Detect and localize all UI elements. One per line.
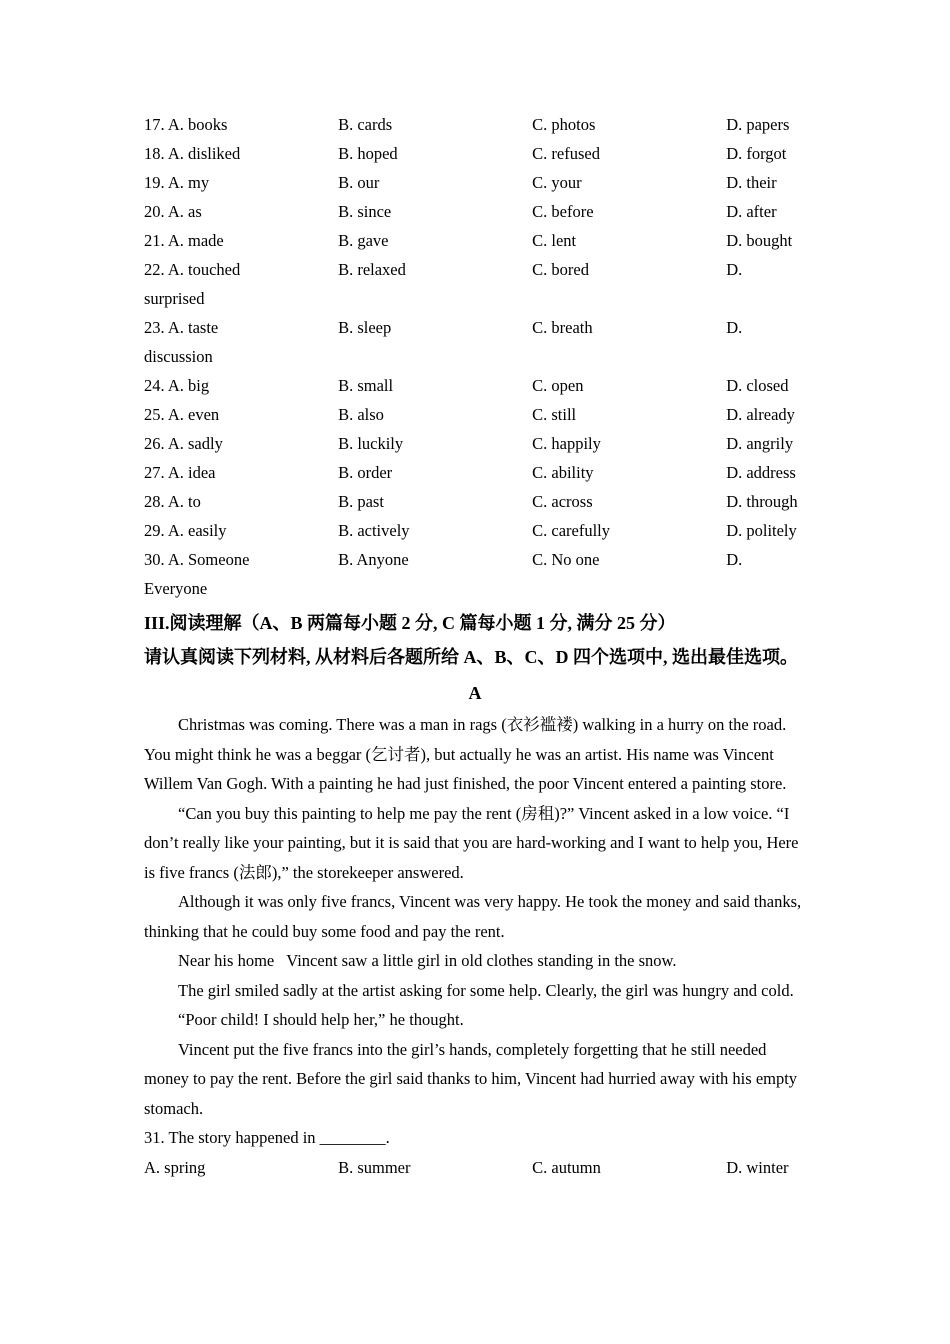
question-stem: 31. The story happened in ________. <box>144 1128 390 1147</box>
option-d-wrapped: surprised <box>144 289 205 308</box>
passage-body <box>144 710 806 1123</box>
option-c: C. open <box>532 376 584 395</box>
option-b: B. luckily <box>338 434 404 453</box>
option-a: 25. A. even <box>144 405 220 424</box>
option-c: C. your <box>532 173 582 192</box>
option-c: C. breath <box>532 318 593 337</box>
option-a: 28. A. to <box>144 492 201 511</box>
option-d: D. their <box>726 173 777 192</box>
option-b: B. past <box>338 492 384 511</box>
option-row <box>144 110 806 139</box>
passage-paragraph: Near his home Vincent saw a little girl in old clothes standing in the snow. <box>178 951 677 970</box>
option-row <box>144 139 806 168</box>
option-b: B. actively <box>338 521 410 540</box>
option-b: B. sleep <box>338 318 392 337</box>
option-c: C. before <box>532 202 594 221</box>
option-d: D. <box>726 550 743 569</box>
option-a: 24. A. big <box>144 376 210 395</box>
option-d: D. politely <box>726 521 797 540</box>
option-b: B. since <box>338 202 392 221</box>
option-d: D. already <box>726 405 795 424</box>
option-row <box>144 197 806 226</box>
option-row <box>144 226 806 255</box>
option-d: D. bought <box>726 231 793 250</box>
option-b: B. small <box>338 376 394 395</box>
passage-title: A <box>468 683 482 703</box>
option-a: 18. A. disliked <box>144 144 241 163</box>
option-row <box>144 545 806 574</box>
option-c: C. No one <box>532 550 600 569</box>
option-c: C. ability <box>532 463 594 482</box>
passage-paragraph: “Poor child! I should help her,” he thought. <box>178 1010 464 1029</box>
option-b: B. hoped <box>338 144 398 163</box>
option-d-wrapped: discussion <box>144 347 213 366</box>
option-row <box>144 400 806 429</box>
option-a: 26. A. sadly <box>144 434 223 453</box>
option-d: D. forgot <box>726 144 787 163</box>
option-c: C. lent <box>532 231 577 250</box>
option-d: D. <box>726 260 743 279</box>
option-c: C. happily <box>532 434 601 453</box>
passage-paragraph: Vincent put the five francs into the girl’s hands, completely forgetting that he still needed money to pay the rent. Before the girl said thanks to him, Vincent had hurried away with his empty stomach. <box>144 1039 798 1118</box>
option-row <box>144 1153 806 1182</box>
option-d: D. address <box>726 463 796 482</box>
passage-paragraph: The girl smiled sadly at the artist asking for some help. Clearly, the girl was hungry and cold. <box>178 980 794 1000</box>
section-instruction: 请认真阅读下列材料, 从材料后各题所给 A、B、C、D 四个选项中, 选出最佳选项。 <box>144 647 798 667</box>
option-a: 23. A. taste <box>144 318 219 337</box>
option-b: B. order <box>338 463 393 482</box>
option-d: D. winter <box>726 1157 789 1177</box>
option-row <box>144 371 806 400</box>
option-a: A. spring <box>144 1157 206 1177</box>
option-d: D. after <box>726 202 777 221</box>
option-c: C. photos <box>532 115 596 134</box>
option-c: C. across <box>532 492 593 511</box>
option-d: D. through <box>726 492 798 511</box>
option-d: D. papers <box>726 115 790 134</box>
option-b: B. gave <box>338 231 389 250</box>
option-d: D. angrily <box>726 434 794 453</box>
option-b: B. our <box>338 173 380 192</box>
passage-paragraph: Christmas was coming. There was a man in rags (衣衫褴褛) walking in a hurry on the road. You might think he was a beggar (乞讨者), but actually he was an artist. His name was Vincent Willem Van Gogh. With a painting he had just finished, the poor Vincent entered a painting store. <box>144 715 787 793</box>
option-row <box>144 516 806 545</box>
exam-page <box>144 110 806 1182</box>
option-b: B. cards <box>338 115 393 134</box>
option-c: C. autumn <box>532 1157 601 1177</box>
option-b: B. summer <box>338 1157 411 1177</box>
option-row <box>144 313 806 342</box>
option-a: 27. A. idea <box>144 463 216 482</box>
option-row <box>144 255 806 284</box>
option-c: C. carefully <box>532 521 611 540</box>
option-row <box>144 458 806 487</box>
option-row <box>144 168 806 197</box>
option-a: 20. A. as <box>144 202 202 221</box>
option-b: B. relaxed <box>338 260 406 279</box>
option-row <box>144 487 806 516</box>
option-d-wrapped: Everyone <box>144 579 208 598</box>
option-row <box>144 429 806 458</box>
option-a: 30. A. Someone <box>144 550 250 569</box>
option-a: 29. A. easily <box>144 521 227 540</box>
option-c: C. still <box>532 405 577 424</box>
option-a: 19. A. my <box>144 173 210 192</box>
section-title: III.阅读理解（A、B 两篇每小题 2 分, C 篇每小题 1 分, 满分 25 分） <box>144 613 676 633</box>
cloze-options <box>144 110 806 603</box>
passage-paragraph: “Can you buy this painting to help me pay the rent (房租)?” Vincent asked in a low voice. “I don’t really like your painting, but it is said that you are hard-working and I want to help you, Here is five francs (法郎),” the storekeeper answered. <box>144 803 799 882</box>
option-c: C. refused <box>532 144 600 163</box>
option-c: C. bored <box>532 260 589 279</box>
option-b: B. Anyone <box>338 550 409 569</box>
option-a: 17. A. books <box>144 115 228 134</box>
option-b: B. also <box>338 405 384 424</box>
option-a: 21. A. made <box>144 231 224 250</box>
option-d: D. closed <box>726 376 789 395</box>
option-d: D. <box>726 318 743 337</box>
option-a: 22. A. touched <box>144 260 241 279</box>
passage-paragraph: Although it was only five francs, Vincent was very happy. He took the money and said thanks, thinking that he could buy some food and pay the rent. <box>144 892 802 941</box>
question-31 <box>144 1123 806 1182</box>
